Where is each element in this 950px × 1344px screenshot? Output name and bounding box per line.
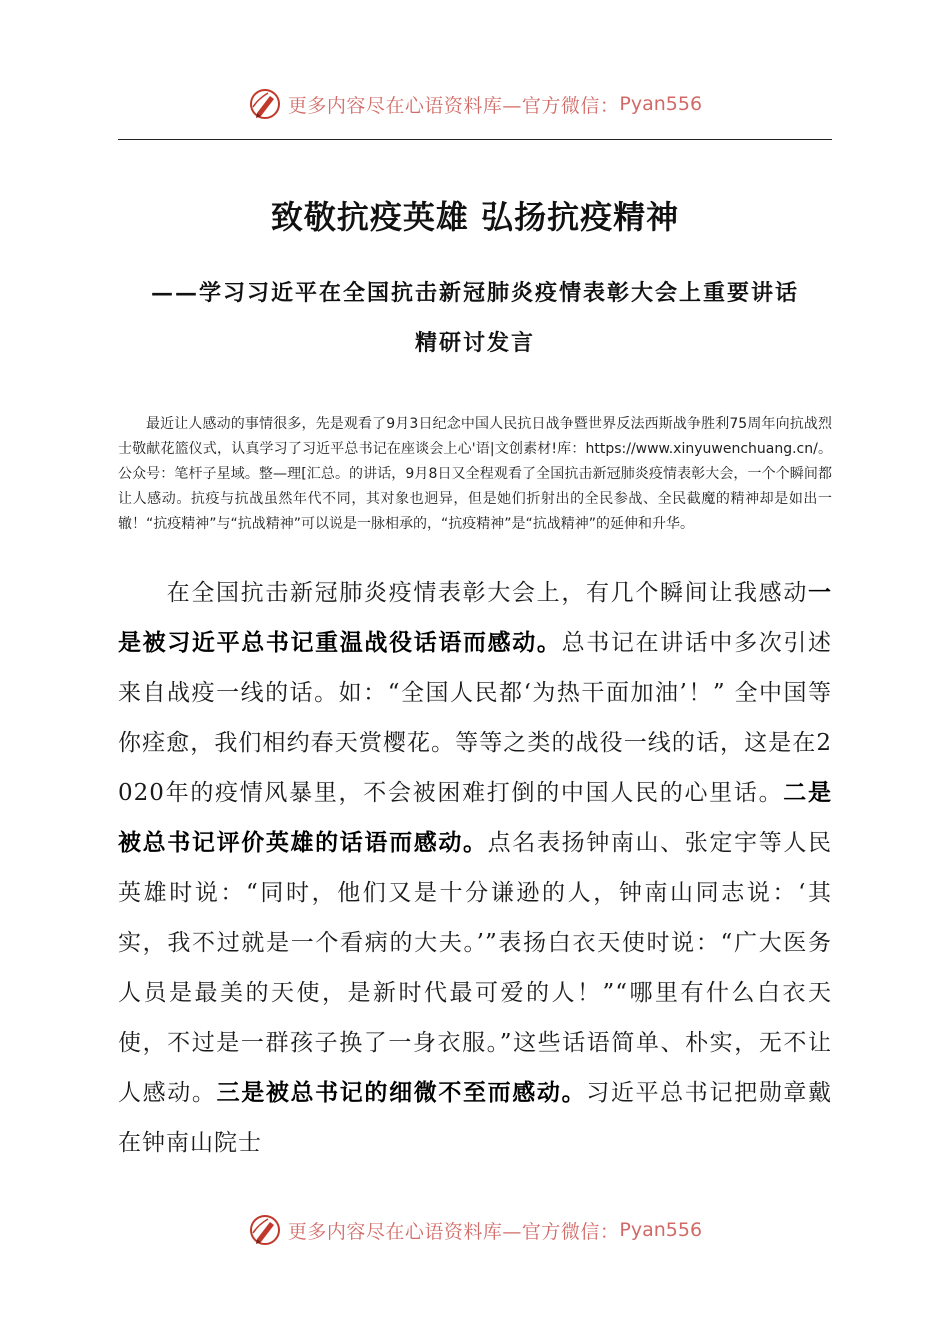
document-subtitle-line2: 精研讨发言 <box>414 330 535 356</box>
body-text-one: 总书记在讲话中多次引述来自战疫一线的话。如：“全国人民都‘为热干面加油’！” 全中国等你痊愈，我们相约春天赏樱花。等等之类的战役一线的话，这是在2020年的疫情风暴里，不会被困难打倒的中国人民的心里话。 <box>118 630 833 806</box>
banner-wechat-id: Pyan556 <box>619 1219 703 1241</box>
banner-text: 更多内容尽在心语资料库—官方微信： <box>287 94 620 117</box>
bold-point-two: 二是被总书记评价英雄的话语而感动。 <box>118 779 833 856</box>
document-subtitle-line1: ——学习习近平在全国抗击新冠肺炎疫情表彰大会上重要讲话 <box>150 280 799 306</box>
banner-text: 更多内容尽在心语资料库—官方微信： <box>287 1220 620 1243</box>
pen-logo-icon <box>248 1213 282 1247</box>
body-paragraph <box>118 568 832 1168</box>
bold-point-one: 一是被习近平总书记重温战役话语而感动。 <box>118 579 832 656</box>
body-opening-line: 在全国抗击新冠肺炎疫情表彰大会上，有几个瞬间让我感动 <box>166 580 808 606</box>
header-banner <box>0 84 950 124</box>
header-divider <box>118 139 832 140</box>
body-text-two: 点名表扬钟南山、张定宇等人民英雄时说：“同时，他们又是十分谦逊的人，钟南山同志说：‘其实，我不过就是一个看病的大夫。’”表扬白衣天使时说：“广大医务人员是最美的天使，是新时代最可爱的人！”“哪里有什么白衣天使，不过是一群孩子换了一身衣服。”这些话语简单、朴实，无不让人感动。 <box>118 830 833 1106</box>
bold-point-three: 三是被总书记的细微不至而感动。 <box>216 1079 587 1106</box>
body-text-three: 习近平总书记把勋章戴在钟南山院士 <box>118 1080 833 1156</box>
banner-wechat-id: Pyan556 <box>619 93 703 115</box>
intro-paragraph: 最近让人感动的事情很多，先是观看了9月3日纪念中国人民抗日战争暨世界反法西斯战争胜利75周年向抗战烈士敬献花篮仪式，认真学习了习近平总书记在座谈会上心'语|文创素材!库：https://www.xinyuwenchuang.cn/。公众号：笔杆子星域。整—理[汇总。的讲话，9月8日又全程观看了全国抗击新冠肺炎疫情表彰大会，一个个瞬间都让人感动。抗疫与抗战虽然年代不同，其对象也迥异，但是她们折射出的全民参战、全民截魔的精神却是如出一辙！“抗疫精神”与“抗战精神”可以说是一脉相承的，“抗疫精神”是“抗战精神”的延伸和升华。 <box>118 416 832 532</box>
pen-logo-icon <box>248 87 282 121</box>
document-title: 致敬抗疫英雄 弘扬抗疫精神 <box>270 198 680 236</box>
footer-banner <box>0 1210 950 1250</box>
